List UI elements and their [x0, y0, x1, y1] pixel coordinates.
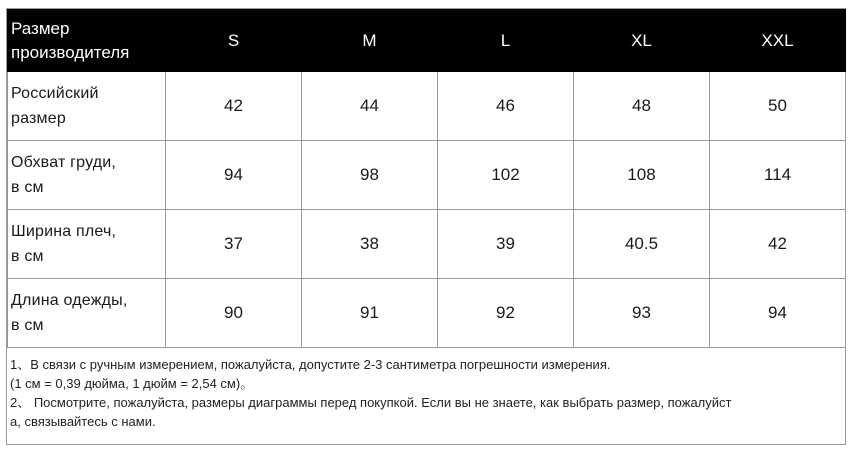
table-cell: 39	[438, 210, 574, 279]
table-cell: 48	[574, 72, 710, 141]
header-size-xl: XL	[574, 10, 710, 72]
table-row-garment-length	[8, 279, 846, 348]
table-cell: 42	[710, 210, 846, 279]
table-cell: 90	[166, 279, 302, 348]
header-label-line-1: Размер	[11, 18, 70, 38]
table-cell: 37	[166, 210, 302, 279]
note-measurement-tolerance: 1、В связи с ручным измерением, пожалуйста, допустите 2-3 сантиметра погрешности измерения.	[10, 357, 611, 372]
header-size-l: L	[438, 10, 574, 72]
size-chart	[6, 8, 846, 445]
table-cell: 108	[574, 141, 710, 210]
row-label-line-2: в см	[11, 179, 44, 196]
table-cell: 94	[166, 141, 302, 210]
table-row-russian-size	[8, 72, 846, 141]
header-size-m: M	[302, 10, 438, 72]
row-label-garment-length	[8, 279, 166, 348]
table-cell: 98	[302, 141, 438, 210]
row-label-line-2: в см	[11, 317, 44, 334]
table-row-chest-girth	[8, 141, 846, 210]
table-cell: 42	[166, 72, 302, 141]
row-label-line-2: в см	[11, 248, 44, 265]
note-contact-us: а, связывайтесь с нами.	[10, 414, 156, 429]
header-label-line-2: производителя	[11, 42, 130, 62]
table-cell: 92	[438, 279, 574, 348]
table-cell: 40.5	[574, 210, 710, 279]
header-size-s: S	[166, 10, 302, 72]
row-label-russian-size	[8, 72, 166, 141]
note-check-size-chart: 2、 Посмотрите, пожалуйста, размеры диаграммы перед покупкой. Если вы не знаете, как выбрать размер, пожалуйст	[10, 395, 732, 410]
table-cell: 46	[438, 72, 574, 141]
notes-section	[7, 347, 845, 431]
size-table	[7, 9, 846, 348]
table-cell: 91	[302, 279, 438, 348]
row-label-line-2: размер	[11, 110, 66, 127]
table-header-row	[8, 10, 846, 72]
header-size-xxl: XXL	[710, 10, 846, 72]
table-cell: 114	[710, 141, 846, 210]
table-cell: 50	[710, 72, 846, 141]
table-row-shoulder-width	[8, 210, 846, 279]
table-cell: 102	[438, 141, 574, 210]
table-cell: 94	[710, 279, 846, 348]
table-cell: 93	[574, 279, 710, 348]
row-label-chest-girth	[8, 141, 166, 210]
row-label-line-1: Российский	[11, 85, 99, 102]
note-unit-conversion: (1 см = 0,39 дюйма, 1 дюйм = 2,54 см)。	[10, 376, 254, 391]
row-label-line-1: Ширина плеч,	[11, 223, 117, 240]
header-label-cell	[8, 10, 166, 72]
table-cell: 38	[302, 210, 438, 279]
table-cell: 44	[302, 72, 438, 141]
row-label-line-1: Обхват груди,	[11, 154, 117, 171]
row-label-line-1: Длина одежды,	[11, 292, 128, 309]
row-label-shoulder-width	[8, 210, 166, 279]
